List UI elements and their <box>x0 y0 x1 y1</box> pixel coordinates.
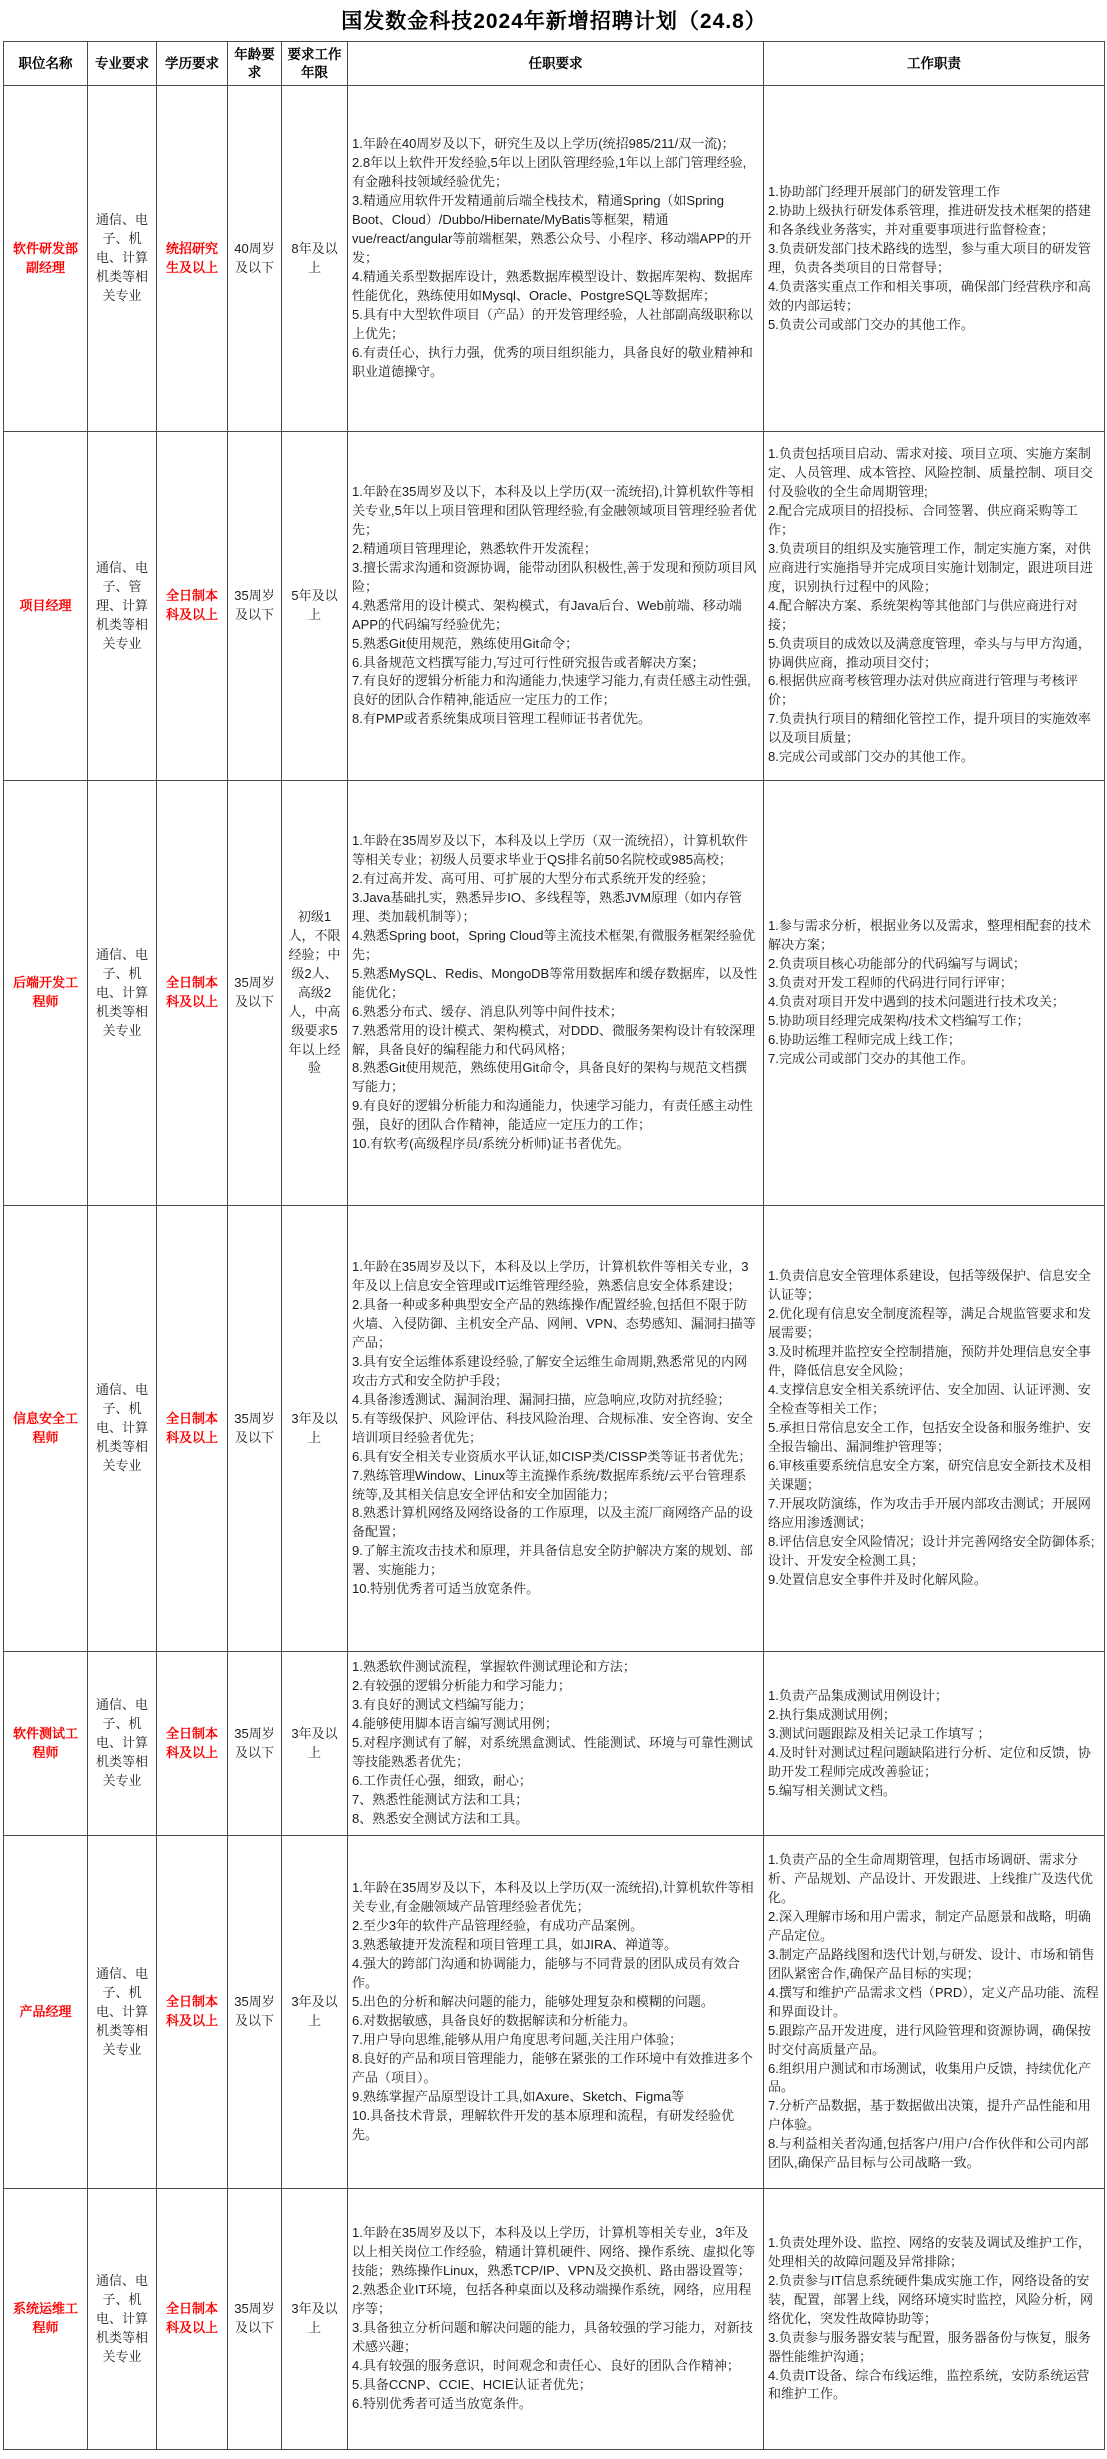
table-body <box>4 86 1105 2450</box>
requirement-item: 7.熟悉常用的设计模式、架构模式，对DDD、微服务架构设计有较深理解，具备良好的编程能力和代码风格； <box>352 1022 756 1057</box>
requirement-item: 8、熟悉安全测试方法和工具。 <box>352 1810 529 1826</box>
duty-item: 2.执行集成测试用例； <box>768 1706 896 1722</box>
duty-item: 5.承担日常信息安全工作，包括安全设备和服务维护、安全报告输出、漏洞维护管理等； <box>768 1420 1091 1455</box>
duty-item: 3.负责研发部门技术路线的选型，参与重大项目的研发管理，负责各类项目的日常督导； <box>768 240 1091 275</box>
requirement-item: 2.有过高并发、高可用、可扩展的大型分布式系统开发的经验； <box>352 870 714 886</box>
requirement-item: 7、熟悉性能测试方法和工具； <box>352 1792 529 1808</box>
requirement-item: 4.熟悉Spring boot，Spring Cloud等主流技术框架,有微服务框架经验优先； <box>352 927 756 962</box>
duty-item: 4.负责落实重点工作和相关事项，确保部门经营秩序和高效的内部运转； <box>768 278 1091 313</box>
requirement-item: 4.能够使用脚本语言编写测试用例； <box>352 1716 558 1732</box>
duty-item: 7.完成公司或部门交办的其他工作。 <box>768 1051 974 1066</box>
duties-cell <box>764 1836 1105 2189</box>
requirement-item: 2.8年以上软件开发经验,5年以上团队管理经验,1年以上部门管理经验,有金融科技领域经验优先； <box>352 155 747 190</box>
duty-item: 9.处置信息安全事件并及时化解风险。 <box>768 1571 987 1587</box>
requirement-item: 2.精通项目管理理论，熟悉软件开发流程； <box>352 540 597 556</box>
requirement-item: 9.熟练掌握产品原型设计工具,如Axure、Sketch、Figma等 <box>352 2088 685 2104</box>
duty-item: 4.支撑信息安全相关系统评估、安全加固、认证评测、安全检查等相关工作； <box>768 1382 1091 1417</box>
duty-item: 8.与利益相关者沟通,包括客户/用户/合作伙伴和公司内部团队,确保产品目标与公司战略一致。 <box>768 2136 1089 2171</box>
position-cell: 产品经理 <box>4 1836 88 2189</box>
requirement-item: 10.具备技术背景，理解软件开发的基本原理和流程，有研发经验优先。 <box>352 2107 735 2142</box>
duty-item: 3.测试问题跟踪及相关记录工作填写 ； <box>768 1725 991 1741</box>
requirement-item: 4.具有较强的服务意识，时间观念和责任心、良好的团队合作精神； <box>352 2358 740 2374</box>
requirements-cell <box>348 86 764 432</box>
requirements-cell <box>348 1836 764 2189</box>
requirement-item: 8.熟悉计算机网络及网络设备的工作原理，以及主流厂商网络产品的设备配置； <box>352 1505 753 1540</box>
requirement-item: 3.擅长需求沟通和资源协调，能带动团队积极性,善于发现和预防项目风险； <box>352 559 757 594</box>
position-cell: 软件研发部副经理 <box>4 86 88 432</box>
age-cell: 35周岁及以下 <box>228 2189 282 2450</box>
duty-item: 1.参与需求分析，根据业务以及需求，整理相配套的技术解决方案； <box>768 918 1091 953</box>
requirement-item: 6.特别优秀者可适当放宽条件。 <box>352 2395 532 2411</box>
experience-cell: 3年及以上 <box>282 2189 348 2450</box>
requirement-item: 5.熟悉MySQL、Redis、MongoDB等常用数据库和缓存数据库，以及性能优化； <box>352 965 758 1000</box>
position-cell: 信息安全工程师 <box>4 1206 88 1652</box>
requirement-item: 3.精通应用软件开发精通前后端全栈技术，精通Spring（如Spring Boot、Cloud）/Dubbo/Hibernate/MyBatis等框架，精通vue/react/angular等前端框架，熟悉公众号、小程序、移动端APP的开发； <box>352 193 752 266</box>
duty-item: 2.负责项目核心功能部分的代码编写与调试； <box>768 956 1026 972</box>
requirement-item: 3.Java基础扎实，熟悉异步IO、多线程等，熟悉JVM原理（如内存管理、类加载机制等）； <box>352 889 743 924</box>
header-row <box>4 42 1105 86</box>
requirement-item: 5.具有中大型软件项目（产品）的开发管理经验，人社部副高级职称以上优先； <box>352 307 753 341</box>
duty-item: 3.负责项目的组织及实施管理工作，制定实施方案，对供应商进行实施指导并完成项目实施计划制定，跟进项目进度，识别执行过程中的风险； <box>768 540 1094 594</box>
duty-item: 5.编写相关测试文档。 <box>768 1782 896 1798</box>
header-age: 年龄要求 <box>228 42 282 86</box>
duty-item: 1.负责处理外设、监控、网络的安装及调试及维护工作，处理相关的故障问题及异常排除； <box>768 2234 1091 2269</box>
duty-item: 1.协助部门经理开展部门的研发管理工作 <box>768 183 1000 199</box>
duty-item: 5.跟踪产品开发进度，进行风险管理和资源协调，确保按时交付高质量产品。 <box>768 2022 1091 2057</box>
duty-item: 4.配合解决方案、系统架构等其他部门与供应商进行对接； <box>768 597 1078 632</box>
duties-cell <box>764 781 1105 1206</box>
requirement-item: 8.有PMP或者系统集成项目管理工程师证书者优先。 <box>352 711 652 727</box>
experience-cell: 3年及以上 <box>282 1206 348 1652</box>
duties-cell <box>764 2189 1105 2450</box>
requirement-item: 6.工作责任心强，细致，耐心； <box>352 1773 532 1789</box>
duty-item: 4.及时针对测试过程问题缺陷进行分析、定位和反馈，协助开发工程师完成改善验证； <box>768 1744 1091 1779</box>
requirement-item: 1.年龄在35周岁及以下，本科及以上学历，计算机软件等相关专业，3年及以上信息安全管理或IT运维管理经验，熟悉信息安全体系建设； <box>352 1258 749 1293</box>
duty-item: 1.负责产品集成测试用例设计； <box>768 1687 948 1703</box>
page-title: 国发数金科技2024年新增招聘计划（24.8） <box>341 10 767 33</box>
duty-item: 5.负责项目的成效以及满意度管理，牵头与与甲方沟通，协调供应商，推动项目交付； <box>768 635 1091 670</box>
duties-cell <box>764 432 1105 781</box>
duty-item: 3.负责参与服务器安装与配置，服务器备份与恢复，服务器性能维护沟通； <box>768 2329 1091 2364</box>
duty-item: 8.完成公司或部门交办的其他工作。 <box>768 749 974 765</box>
header-major: 专业要求 <box>88 42 157 86</box>
duty-item: 1.负责产品的全生命周期管理，包括市场调研、需求分析、产品规划、产品设计、开发跟进、上线推广及迭代优化。 <box>768 1851 1094 1905</box>
duty-item: 2.优化现有信息安全制度流程等，满足合规监管要求和发展需要； <box>768 1306 1091 1341</box>
education-cell: 统招研究生及以上 <box>157 86 228 432</box>
requirement-item: 10.特别优秀者可适当放宽条件。 <box>352 1581 540 1597</box>
requirement-item: 5.有等级保护、风险评估、科技风险治理、合规标准、安全咨询、安全培训项目经验者优先； <box>352 1410 753 1445</box>
duty-item: 4.负责IT设备、综合布线运维，监控系统，安防系统运营和维护工作。 <box>768 2367 1090 2402</box>
requirements-cell <box>348 1652 764 1836</box>
requirement-item: 1.年龄在35周岁及以下，本科及以上学历，计算机等相关专业，3年及以上相关岗位工作经验，精通计算机硬件、网络、操作系统、虚拟化等技能；熟练操作Linux，熟悉TCP/IP、VPN及交换机、路由器设置等； <box>352 2225 756 2279</box>
requirement-item: 9.有良好的逻辑分析能力和沟通能力，快速学习能力，有责任感主动性强，良好的团队合作精神，能适应一定压力的工作； <box>352 1098 753 1133</box>
duty-item: 7.开展攻防演练，作为攻击手开展内部攻击测试；开展网络应用渗透测试； <box>768 1495 1091 1530</box>
requirements-cell <box>348 432 764 781</box>
duty-item: 3.及时梳理并监控安全控制措施，预防并处理信息安全事件，降低信息安全风险； <box>768 1344 1091 1379</box>
header-position: 职位名称 <box>4 42 88 86</box>
requirement-item: 4.具备渗透测试、漏洞治理、漏洞扫描，应急响应,攻防对抗经验； <box>352 1391 731 1407</box>
requirement-item: 7.用户导向思维,能够从用户角度思考问题,关注用户体验； <box>352 2032 683 2048</box>
requirement-item: 1.年龄在35周岁及以下，本科及以上学历(双一流统招),计算机软件等相关专业,5年以上项目管理和团队管理经验,有金融领域项目管理经验者优先； <box>352 483 757 537</box>
header-duties: 工作职责 <box>764 42 1105 86</box>
duty-item: 2.深入理解市场和用户需求，制定产品愿景和战略，明确产品定位。 <box>768 1908 1091 1943</box>
requirements-cell <box>348 2189 764 2450</box>
major-cell: 通信、电子、机电、计算机类等相关专业 <box>88 2189 157 2450</box>
duties-cell <box>764 1206 1105 1652</box>
education-cell: 全日制本科及以上 <box>157 432 228 781</box>
requirement-item: 1.熟悉软件测试流程，掌握软件测试理论和方法； <box>352 1659 636 1675</box>
age-cell: 40周岁及以下 <box>228 86 282 432</box>
experience-cell: 3年及以上 <box>282 1836 348 2189</box>
age-cell: 35周岁及以下 <box>228 432 282 781</box>
header-requirements: 任职要求 <box>348 42 764 86</box>
requirement-item: 9.了解主流攻击技术和原理，并具备信息安全防护解决方案的规划、部署、实施能力； <box>352 1543 753 1578</box>
experience-cell: 5年及以上 <box>282 432 348 781</box>
table-row <box>4 1652 1105 1836</box>
requirement-item: 2.至少3年的软件产品管理经验，有成功产品案例。 <box>352 1918 644 1934</box>
duty-item: 7.负责执行项目的精细化管控工作，提升项目的实施效率以及项目质量； <box>768 711 1091 746</box>
requirement-item: 10.有软考(高级程序员/系统分析师)证书者优先。 <box>352 1136 630 1152</box>
table-row <box>4 86 1105 432</box>
position-cell: 后端开发工程师 <box>4 781 88 1206</box>
duty-item: 8.评估信息安全风险情况；设计并完善网络安全防御体系;设计、开发安全检测工具； <box>768 1533 1095 1568</box>
requirement-item: 5.出色的分析和解决问题的能力，能够处理复杂和模糊的问题。 <box>352 1994 714 2010</box>
experience-cell: 8年及以上 <box>282 86 348 432</box>
duty-item: 6.组织用户测试和市场测试，收集用户反馈，持续优化产品。 <box>768 2060 1091 2095</box>
header-experience: 要求工作年限 <box>282 42 348 86</box>
experience-cell: 3年及以上 <box>282 1652 348 1836</box>
requirement-item: 4.熟悉常用的设计模式、架构模式，有Java后台、Web前端、移动端APP的代码编写经验优先； <box>352 597 742 632</box>
position-cell: 软件测试工程师 <box>4 1652 88 1836</box>
duty-item: 2.协助上级执行研发体系管理，推进研发技术框架的搭建和各条线业务落实，并对重要事项进行监督检查； <box>768 202 1091 237</box>
table-row <box>4 432 1105 781</box>
major-cell: 通信、电子、机电、计算机类等相关专业 <box>88 1836 157 2189</box>
duty-item: 3.制定产品路线图和迭代计划,与研发、设计、市场和销售团队紧密合作,确保产品目标的实现； <box>768 1946 1095 1981</box>
requirement-item: 3.具有安全运维体系建设经验,了解安全运维生命周期,熟悉常见的内网攻击方式和安全防护手段； <box>352 1353 748 1388</box>
requirement-item: 2.有较强的逻辑分析能力和学习能力； <box>352 1678 571 1694</box>
age-cell: 35周岁及以下 <box>228 1836 282 2189</box>
recruitment-table <box>3 41 1105 2450</box>
requirement-item: 6.具有安全相关专业资质水平认证,如CISP类/CISSP类等证书者优先； <box>352 1448 752 1464</box>
major-cell: 通信、电子、机电、计算机类等相关专业 <box>88 1652 157 1836</box>
duty-item: 5.负责公司或部门交办的其他工作。 <box>768 316 974 332</box>
table-row <box>4 781 1105 1206</box>
requirement-item: 3.具备独立分析问题和解决问题的能力，具备较强的学习能力，对新技术感兴趣； <box>352 2320 753 2355</box>
duty-item: 6.审核重要系统信息安全方案，研究信息安全新技术及相关课题； <box>768 1458 1091 1493</box>
duty-item: 2.配合完成项目的招投标、合同签署、供应商采购等工作； <box>768 502 1078 537</box>
requirement-item: 6.具备规范文档撰写能力,写过可行性研究报告或者解决方案； <box>352 654 705 670</box>
header-education: 学历要求 <box>157 42 228 86</box>
major-cell: 通信、电子、管理、计算机类等相关专业 <box>88 432 157 781</box>
duty-item: 2.负责参与IT信息系统硬件集成实施工作，网络设备的安装，配置，部署上线，网络环境实时监控，风险分析，网络优化，突发性故障协助等； <box>768 2272 1094 2326</box>
requirement-item: 7.熟练管理Window、Linux等主流操作系统/数据库系统/云平台管理系统等,及其相关信息安全评估和安全加固能力； <box>352 1467 747 1502</box>
requirement-item: 8.良好的产品和项目管理能力，能够在紧张的工作环境中有效推进多个产品（项目）。 <box>352 2051 753 2085</box>
requirement-item: 8.熟悉Git使用规范，熟练使用Git命令，具备良好的架构与规范文档撰写能力； <box>352 1060 748 1095</box>
duties-cell <box>764 86 1105 432</box>
major-cell: 通信、电子、机电、计算机类等相关专业 <box>88 781 157 1206</box>
requirement-item: 2.具备一种或多种典型安全产品的熟练操作/配置经验,包括但不限于防火墙、入侵防御、主机安全产品、网闸、VPN、态势感知、漏洞扫描等产品； <box>352 1296 756 1350</box>
requirement-item: 2.熟悉企业IT环境，包括各种桌面以及移动端操作系统，网络，应用程序等； <box>352 2282 752 2317</box>
requirement-item: 1.年龄在35周岁及以下，本科及以上学历（双一流统招），计算机软件等相关专业；初级人员要求毕业于QS排名前50名院校或985高校； <box>352 832 748 867</box>
requirement-item: 6.对数据敏感，具备良好的数据解读和分析能力。 <box>352 2013 636 2029</box>
requirement-item: 1.年龄在40周岁及以下，研究生及以上学历(统招985/211/双一流)； <box>352 136 735 152</box>
duty-item: 1.负责包括项目启动、需求对接、项目立项、实施方案制定、人员管理、成本管控、风险控制、质量控制、项目交付及验收的全生命周期管理; <box>768 445 1094 499</box>
education-cell: 全日制本科及以上 <box>157 2189 228 2450</box>
requirement-item: 3.熟悉敏捷开发流程和项目管理工具，如JIRA、禅道等。 <box>352 1937 678 1953</box>
duty-item: 6.协助运维工程师完成上线工作； <box>768 1032 961 1048</box>
requirements-cell <box>348 1206 764 1652</box>
position-cell: 系统运维工程师 <box>4 2189 88 2450</box>
duty-item: 4.撰写和维护产品需求文档（PRD），定义产品功能、流程和界面设计。 <box>768 1984 1099 2019</box>
duty-item: 1.负责信息安全管理体系建设，包括等级保护、信息安全认证等； <box>768 1268 1091 1303</box>
duties-cell <box>764 1652 1105 1836</box>
duty-item: 3.负责对开发工程师的代码进行同行评审； <box>768 975 1013 991</box>
requirement-item: 3.有良好的测试文档编写能力； <box>352 1697 532 1713</box>
requirement-item: 7.有良好的逻辑分析能力和沟通能力,快速学习能力,有责任感主动性强,良好的团队合作精神,能适应一定压力的工作； <box>352 673 751 708</box>
position-cell: 项目经理 <box>4 432 88 781</box>
table-row <box>4 1206 1105 1652</box>
requirement-item: 6.熟悉分布式、缓存、消息队列等中间件技术； <box>352 1003 623 1019</box>
education-cell: 全日制本科及以上 <box>157 1836 228 2189</box>
age-cell: 35周岁及以下 <box>228 781 282 1206</box>
education-cell: 全日制本科及以上 <box>157 1652 228 1836</box>
duty-item: 6.根据供应商考核管理办法对供应商进行管理与考核评价； <box>768 673 1078 708</box>
requirement-item: 6.有责任心，执行力强，优秀的项目组织能力，具备良好的敬业精神和职业道德操守。 <box>352 344 753 379</box>
requirements-cell <box>348 781 764 1206</box>
requirement-item: 4.精通关系型数据库设计，熟悉数据库模型设计、数据库架构、数据库性能优化，熟练使用如Mysql、Oracle、PostgreSQL等数据库； <box>352 269 753 304</box>
table-row <box>4 1836 1105 2189</box>
requirement-item: 1.年龄在35周岁及以下，本科及以上学历(双一流统招),计算机软件等相关专业,有金融领域产品管理经验者优先； <box>352 1880 754 1915</box>
duty-item: 5.协助项目经理完成架构/技术文档编写工作； <box>768 1013 1030 1029</box>
major-cell: 通信、电子、机电、计算机类等相关专业 <box>88 86 157 432</box>
requirement-item: 5.熟悉Git使用规范，熟练使用Git命令； <box>352 635 579 651</box>
requirement-item: 5.具备CCNP、CCIE、HCIE认证者优先； <box>352 2377 592 2392</box>
education-cell: 全日制本科及以上 <box>157 1206 228 1652</box>
requirement-item: 5.对程序测试有了解，对系统黑盒测试、性能测试、环境与可靠性测试等技能熟悉者优先； <box>352 1735 753 1770</box>
age-cell: 35周岁及以下 <box>228 1652 282 1836</box>
requirement-item: 4.强大的跨部门沟通和协调能力，能够与不同背景的团队成员有效合作。 <box>352 1956 740 1991</box>
experience-cell: 初级1人，不限经验；中级2人、高级2人，中高级要求5年以上经验 <box>282 781 348 1206</box>
table-row <box>4 2189 1105 2450</box>
major-cell: 通信、电子、机电、计算机类等相关专业 <box>88 1206 157 1652</box>
age-cell: 35周岁及以下 <box>228 1206 282 1652</box>
duty-item: 7.分析产品数据，基于数据做出决策，提升产品性能和用户体验。 <box>768 2098 1091 2133</box>
duty-item: 4.负责对项目开发中遇到的技术问题进行技术攻关； <box>768 994 1065 1010</box>
education-cell: 全日制本科及以上 <box>157 781 228 1206</box>
